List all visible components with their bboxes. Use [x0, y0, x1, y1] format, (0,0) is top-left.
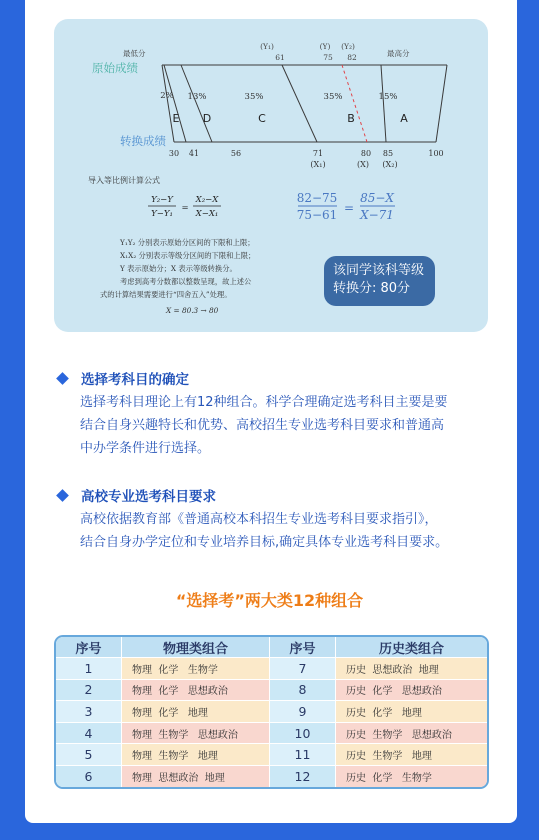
note-line: 考虑到高考分数都以整数呈现，故上述公	[120, 277, 252, 286]
row-index-physics: 3	[56, 700, 122, 722]
header-index-history: 序号	[270, 637, 336, 657]
top-value-61: 61	[275, 53, 285, 62]
header-index-physics: 序号	[56, 637, 122, 657]
band-divider	[436, 65, 447, 142]
grade-percent-a: 15%	[378, 92, 398, 102]
header-physics-combos: 物理类组合	[122, 637, 270, 657]
row-index-history: 12	[270, 765, 336, 787]
bottom-value-41: 41	[188, 149, 200, 158]
section-subject-selection	[55, 368, 495, 460]
formula-den-right: X−X₁	[195, 209, 219, 219]
body-line: 结合自身兴趣特长和优势、高校招生专业选考科目要求和普通高	[80, 418, 445, 433]
grade-percent-c: 35%	[244, 92, 264, 102]
row-index-physics: 1	[56, 657, 122, 679]
section-title: 选择考科目的确定	[81, 372, 189, 388]
diamond-bullet-icon	[56, 489, 69, 502]
grade-letter-a: A	[400, 112, 408, 125]
combinations-table	[54, 635, 489, 789]
grade-percent-d: 13%	[187, 92, 207, 102]
conversion-dashed-line	[342, 65, 367, 142]
example-num-left: 82−75	[296, 191, 338, 205]
top-value-82: 82	[347, 53, 357, 62]
general-formula	[148, 195, 221, 219]
formula-notes	[100, 238, 255, 315]
row-index-physics: 5	[56, 743, 122, 765]
example-formula	[297, 191, 395, 222]
section-title: 高校专业选考科目要求	[81, 489, 216, 505]
diamond-bullet-icon	[56, 372, 69, 385]
history-combination: 历史 思想政治 地理	[336, 657, 487, 679]
section-university-requirements	[55, 485, 495, 554]
bottom-value-80: 80	[360, 149, 372, 158]
grade-percent-e: 2%	[160, 91, 174, 101]
row-index-physics: 2	[56, 679, 122, 701]
physics-combination: 物理 生物学 地理	[122, 743, 270, 765]
body-line: 中办学条件进行选择。	[80, 441, 211, 456]
result-line-1: 该同学该科等级	[333, 263, 425, 278]
physics-combination: 物理 生物学 思想政治	[122, 722, 270, 744]
bottom-value-85: 85	[382, 149, 394, 158]
note-line: Y 表示原始分；X 表示等级转换分。	[120, 264, 237, 273]
grade-letter-b: B	[347, 112, 355, 125]
formula-num-right: X₂−X	[195, 195, 219, 205]
example-den-left: 75−61	[296, 208, 338, 222]
history-combination: 历史 生物学 思想政治	[336, 722, 487, 744]
top-value-75: 75	[323, 53, 333, 62]
grade-letter-e: E	[172, 112, 180, 125]
top-marker-y: (Y)	[319, 42, 331, 51]
bottom-marker-x1: (X₁)	[310, 160, 326, 169]
formula-den-left: Y−Y₁	[151, 209, 173, 219]
body-line: 高校依据教育部《普通高校本科招生专业选考科目要求指引》，	[80, 512, 438, 527]
history-combination: 历史 生物学 地理	[336, 743, 487, 765]
example-num-right: 85−X	[360, 191, 394, 205]
body-line: 选择考科目理论上有12种组合。科学合理确定选考科目主要是要	[80, 395, 448, 410]
highest-label: 最高分	[387, 49, 410, 58]
example-den-right: X−71	[360, 208, 394, 222]
converted-score-label: 转换成绩	[120, 134, 166, 148]
bottom-value-100: 100	[428, 149, 444, 158]
physics-combination: 物理 思想政治 地理	[122, 765, 270, 787]
formula-num-left: Y₂−Y	[151, 195, 173, 205]
top-marker-y2: (Y₂)	[341, 42, 355, 51]
note-line: X₁X₂ 分别表示等级分区间的下限和上限；	[120, 251, 256, 260]
bottom-marker-x2: (X₂)	[382, 160, 398, 169]
row-index-history: 9	[270, 700, 336, 722]
rounding-result: X = 80.3 → 80	[166, 306, 219, 315]
grade-letter-c: C	[258, 112, 266, 125]
body-line: 结合自身办学定位和专业培养目标,确定具体专业选考科目要求。	[80, 535, 449, 550]
history-combination: 历史 化学 思想政治	[336, 679, 487, 701]
bottom-value-71: 71	[312, 149, 324, 158]
grade-conversion-diagram	[54, 19, 488, 332]
row-index-physics: 6	[56, 765, 122, 787]
section-body	[80, 508, 495, 554]
top-marker-y1: (Y₁)	[260, 42, 274, 51]
physics-combination: 物理 化学 地理	[122, 700, 270, 722]
combinations-title: “选择考”两大类12种组合	[175, 591, 364, 610]
example-equals: =	[343, 201, 355, 215]
note-line: 式的计算结果需要进行“四舍五入”处理。	[100, 290, 232, 299]
lowest-label: 最低分	[123, 49, 146, 58]
result-line-2: 转换分: 80分	[333, 281, 411, 296]
band-divider	[181, 65, 212, 142]
formula-equals: =	[181, 203, 189, 213]
row-index-history: 8	[270, 679, 336, 701]
physics-combination: 物理 化学 生物学	[122, 657, 270, 679]
bottom-value-56: 56	[230, 149, 242, 158]
physics-combination: 物理 化学 思想政治	[122, 679, 270, 701]
band-divider	[162, 65, 174, 142]
grade-percent-b: 35%	[323, 92, 343, 102]
formula-heading: 导入等比例计算公式	[88, 176, 160, 185]
raw-score-label: 原始成绩	[92, 61, 138, 75]
section-body	[80, 391, 495, 460]
grade-letter-d: D	[202, 112, 212, 125]
bottom-value-30: 30	[168, 149, 180, 158]
band-divider	[164, 65, 186, 142]
history-combination: 历史 化学 地理	[336, 700, 487, 722]
result-badge	[324, 256, 435, 306]
note-line: Y₁Y₂ 分别表示原始分区间的下限和上限；	[120, 238, 255, 247]
row-index-physics: 4	[56, 722, 122, 744]
header-history-combos: 历史类组合	[336, 637, 487, 657]
row-index-history: 10	[270, 722, 336, 744]
band-divider	[381, 65, 386, 142]
row-index-history: 7	[270, 657, 336, 679]
band-divider	[282, 65, 317, 142]
bottom-marker-x: (X)	[357, 160, 369, 169]
row-index-history: 11	[270, 743, 336, 765]
grade-bands	[162, 65, 447, 142]
history-combination: 历史 化学 生物学	[336, 765, 487, 787]
